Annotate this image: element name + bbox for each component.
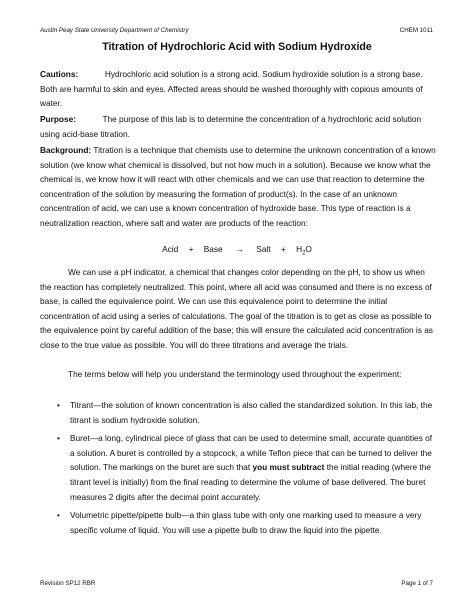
eq-water-sub: 2 <box>302 250 306 257</box>
term-pipette: Volumetric pipette/pipette bulb—a thin glass tube with only one marking used to measure a very specific volume of liquid. You will use a pipette bulb to draw the liquid into the pipette. <box>70 510 422 535</box>
eq-water-h: H <box>296 244 303 254</box>
eq-water <box>296 244 312 257</box>
cautions-text: Hydrochloric acid solution is a strong acid. Sodium hydroxide solution is a strong base. Both are harmful to skin and eyes. Affected areas should be washed thoroughly with copious amounts of water. <box>40 69 423 109</box>
eq-acid: Acid <box>162 244 179 254</box>
list-item <box>40 398 436 427</box>
reaction-equation <box>0 244 474 257</box>
terms-list <box>40 398 436 541</box>
ph-indicator-paragraph: We can use a pH indicator, a chemical that changes color depending on the pH, to show us when the reaction has completely neutralized. This point, where all acid was consumed and there is no excess of base, is called the equivalence point. We can use this equivalence point to determine the initial concentration of acid using a series of calculations. The goal of the titration is to get as close as possible to the equivalence point by careful addition of the base; this will ensure the calculated acid concentration is as close to the true value as possible. You will do three titrations and average the trials. <box>40 267 433 350</box>
eq-water-o: O <box>305 244 312 254</box>
eq-plus-2: + <box>280 244 286 254</box>
cautions-section <box>40 67 436 111</box>
terms-intro: The terms below will help you understand the terminology used throughout the experiment: <box>68 369 402 379</box>
purpose-label: Purpose: <box>40 114 76 124</box>
term-buret-bold: you must subtract <box>252 462 325 473</box>
bullet-icon: • <box>57 400 60 410</box>
bullet-icon: • <box>57 510 60 521</box>
page-footer-right: Page 1 of 7 <box>401 580 433 587</box>
cautions-label: Cautions: <box>40 69 79 79</box>
eq-salt: Salt <box>256 244 271 254</box>
reaction-arrow-icon: → <box>234 244 244 254</box>
background-label: Background: <box>40 145 92 155</box>
list-item <box>40 508 436 537</box>
bullet-icon: • <box>57 433 60 444</box>
eq-base: Base <box>203 244 223 254</box>
purpose-text: The purpose of this lab is to determine the concentration of a hydrochloric acid solution using acid-base titration. <box>40 114 422 139</box>
purpose-section <box>40 112 436 141</box>
term-buret-a: Buret—a long, cylindrical piece of glass that can be used to determine small, accurate quantities of a solution. A buret is controlled by a stopcock, a white Teflon piece that can be turned to deliver the solution. The markings on the buret are such that <box>70 433 433 473</box>
term-buret-b: the initial reading (where the titrant level is initially) from the final reading to determine the volume of base delivered. The buret measures 2 digits after the decimal point accurately. <box>70 462 431 502</box>
document-title: Titration of Hydrochloric Acid with Sodium Hydroxide <box>102 41 372 53</box>
term-titrant: Titrant—the solution of known concentration is also called the standardized solution. In this lab, the titrant is sodium hydroxide solution. <box>70 400 433 425</box>
page-footer-left: Revision SP12 RBR <box>40 580 96 587</box>
eq-plus-1: + <box>188 244 194 254</box>
page-header-right: CHEM 1011 <box>399 27 433 34</box>
background-text: Titration is a technique that chemists use to determine the unknown concentration of a known solution (we know what chemical is dissolved, but not how much in a solution). Because we know what the chemical is, we know how it will react with other chemicals and we can use that reaction to determine the concentration of the solution by measuring the formation of product(s). In the case of an unknown concentration of acid, we can use a known concentration of hydroxide base. This type of reaction is a neutralization reaction, where salt and water are products of the reaction: <box>40 145 436 228</box>
background-section <box>40 143 436 231</box>
list-item <box>40 431 436 504</box>
page-header-left: Austin Peay State University Department of Chemistry <box>40 27 189 34</box>
